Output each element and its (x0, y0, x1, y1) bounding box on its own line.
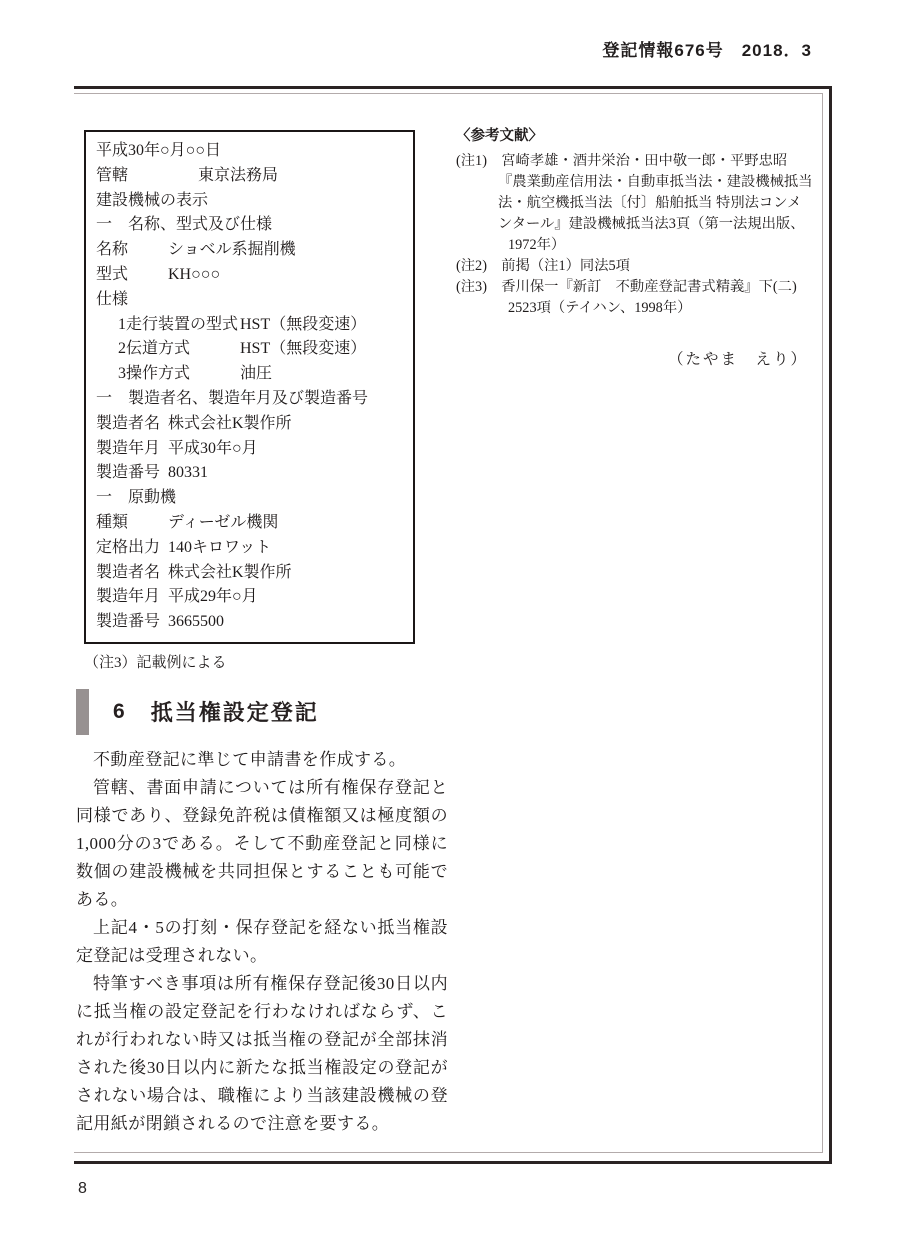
box-row-label: 1走行装置の型式 (118, 315, 239, 333)
note-line: 法・航空機抵当法〔付〕船舶抵当 特別法コンメ (498, 195, 802, 211)
box-row-text: 一 製造者名、製造年月及び製造番号 (96, 389, 369, 407)
box-row-value: 140キロワット (168, 538, 272, 556)
section-heading-bar (76, 689, 89, 735)
references-title: 〈参考文献〉 (456, 128, 543, 144)
note-line: 1972年） (508, 237, 566, 253)
box-row-label: 製造者名 (96, 414, 161, 432)
note-line: 『農業動産信用法・自動車抵当法・建設機械抵当 (498, 174, 813, 190)
box-row-value: 東京法務局 (198, 166, 279, 184)
registration-example-box (84, 130, 415, 644)
box-row (96, 139, 403, 164)
section-number: 6 (113, 699, 125, 723)
box-row (96, 313, 403, 338)
left-column (76, 124, 448, 1138)
reference-note (456, 256, 818, 277)
box-row-value: ディーゼル機関 (168, 513, 279, 531)
box-row (96, 213, 403, 238)
box-row-text: 一 名称、型式及び仕様 (96, 216, 273, 234)
journal-header: 登記情報676号 2018．3 (602, 41, 812, 60)
box-row-value: 油圧 (240, 365, 273, 383)
box-row-label: 製造番号 (96, 464, 161, 482)
box-row-value: 平成29年○月 (168, 588, 258, 606)
box-row-value: 株式会社K製作所 (168, 414, 292, 432)
box-row-text: 建設機械の表示 (96, 191, 209, 209)
box-row (96, 536, 403, 561)
section-body (76, 746, 448, 1138)
body-paragraph: 上記4・5の打刻・保存登記を経ない抵当権設定登記は受理されない。 (76, 917, 448, 965)
box-caption: （注3）記載例による (84, 654, 227, 671)
reference-note (456, 277, 818, 319)
box-row-label: 種類 (96, 513, 129, 531)
box-row-value: 80331 (168, 464, 208, 482)
box-row-label: 型式 (96, 265, 129, 283)
body-paragraph: 特筆すべき事項は所有権保存登記後30日以内に抵当権の設定登記を行わなければならず、これが行われない時又は抵当権の登記が全部抹消された後30日以内に新たな抵当権設定の登記がされない場合は、職権により当該建設機械の登記用紙が閉鎖されるので注意を要する。 (76, 973, 448, 1133)
box-row-label: 管轄 (96, 166, 129, 184)
note-line: ンタール』建設機械抵当法3頁（第一法規出版、 (498, 216, 805, 232)
box-row-value: 株式会社K製作所 (168, 563, 292, 581)
box-row-label: 定格出力 (96, 538, 161, 556)
box-row-value: HST（無段変速） (240, 340, 367, 358)
box-row (96, 610, 403, 635)
box-row (96, 189, 403, 214)
box-row-label: 製造年月 (96, 588, 161, 606)
note-line: 2523項（テイハン、1998年） (508, 300, 692, 316)
page-number: 8 (78, 1180, 87, 1197)
box-row-label: 2伝道方式 (118, 340, 191, 358)
box-row (96, 164, 403, 189)
box-row-label: 製造者名 (96, 563, 161, 581)
box-row (96, 412, 403, 437)
box-row-value: 平成30年○月 (168, 439, 258, 457)
box-row (96, 511, 403, 536)
box-row (96, 362, 403, 387)
box-row-label: 3操作方式 (118, 365, 191, 383)
note-line: (注1) 宮崎孝雄・酒井栄治・田中敬一郎・平野忠昭 (456, 153, 788, 169)
box-row-value: ショベル系掘削機 (168, 241, 296, 259)
section-title: 抵当権設定登記 (150, 700, 319, 726)
box-row-text: 一 原動機 (96, 489, 177, 507)
box-row (96, 337, 403, 362)
box-row (96, 585, 403, 610)
references-notes (456, 151, 818, 319)
author-credit: （たやま えり） (667, 351, 808, 368)
section-heading (76, 689, 448, 735)
references-column (456, 126, 818, 370)
note-line: (注2) 前掲（注1）同法5項 (456, 258, 630, 274)
box-row (96, 288, 403, 313)
box-row (96, 486, 403, 511)
box-row-label: 製造年月 (96, 439, 161, 457)
box-row-label: 製造番号 (96, 613, 161, 631)
box-row-value: HST（無段変速） (240, 315, 367, 333)
box-row (96, 437, 403, 462)
box-row (96, 238, 403, 263)
body-paragraph: 管轄、書面申請については所有権保存登記と同様であり、登録免許税は債権額又は極度額の1,000分の3である。そして不動産登記と同様に数個の建設機械を共同担保とすることも可能である。 (76, 777, 448, 909)
box-row-text: 平成30年○月○○日 (96, 142, 221, 159)
box-row (96, 461, 403, 486)
reference-note (456, 151, 818, 256)
box-row-text: 仕様 (96, 290, 129, 308)
box-row-value: 3665500 (168, 613, 224, 631)
box-row-label: 名称 (96, 241, 129, 259)
box-row (96, 263, 403, 288)
box-row (96, 561, 403, 586)
body-paragraph: 不動産登記に準じて申請書を作成する。 (93, 749, 407, 769)
box-row-value: KH○○○ (168, 265, 221, 283)
box-row (96, 387, 403, 412)
note-line: (注3) 香川保一『新訂 不動産登記書式精義』下(二) (456, 279, 797, 295)
